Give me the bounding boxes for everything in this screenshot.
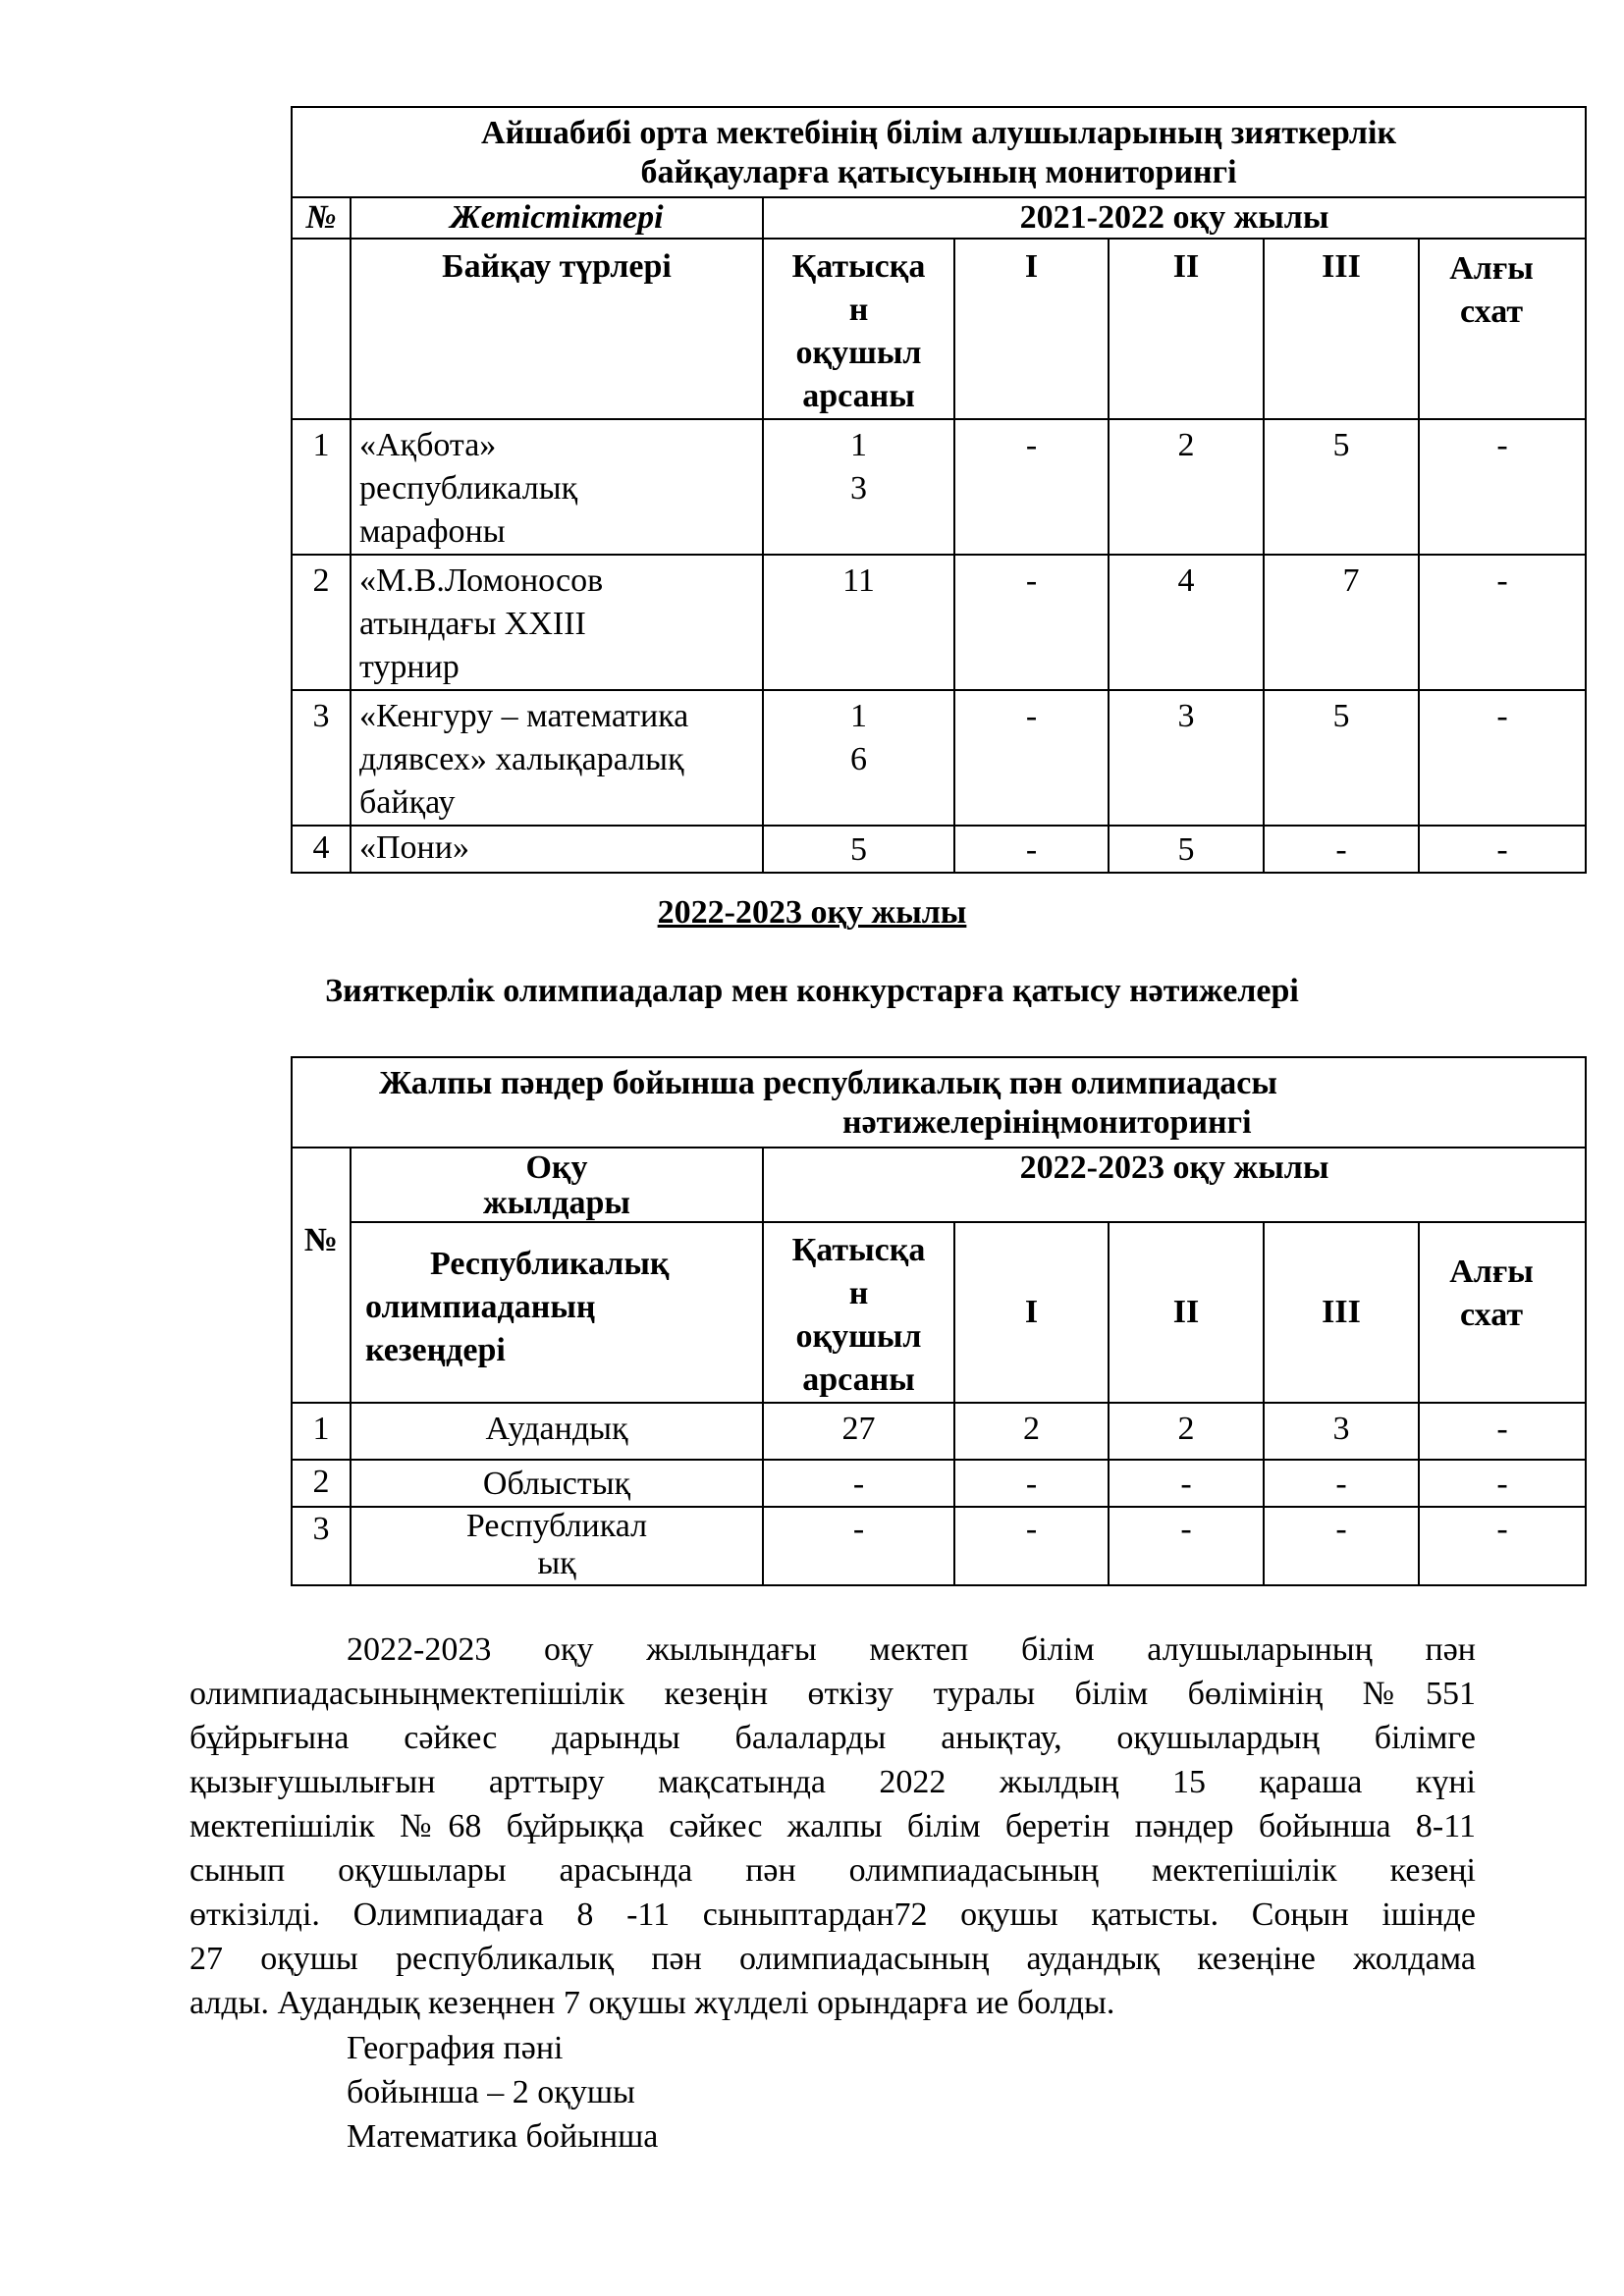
- row-place-1: -: [954, 555, 1109, 690]
- paragraph-line: бұйрығына сәйкес дарынды балаларды анықтау, оқушылардың білімге: [189, 1720, 1476, 1756]
- table-row: [292, 1460, 1586, 1507]
- row-num: 3: [292, 1507, 351, 1585]
- row-place-1: -: [954, 419, 1109, 555]
- row-place-1: -: [954, 1460, 1109, 1507]
- row-place-3: -: [1264, 1507, 1419, 1585]
- row-stage: Аудандық: [351, 1403, 763, 1460]
- row-commendation: -: [1419, 1507, 1586, 1585]
- row-place-1: 2: [954, 1403, 1109, 1460]
- table1-title-line2: байқауларға қатысуының мониторингі: [640, 154, 1237, 190]
- row-participants: 1 3: [763, 419, 954, 555]
- header-num: №: [292, 197, 351, 239]
- row-commendation: -: [1419, 826, 1586, 873]
- table-intellectual-contests-2021: [291, 106, 1587, 874]
- table-row: [292, 690, 1586, 826]
- table-row: [292, 826, 1586, 873]
- subheader-participants: Қатысқа н оқушыл арсаны: [763, 239, 954, 419]
- subheader-place-2: ІІ: [1109, 239, 1264, 419]
- row-place-1: -: [954, 1507, 1109, 1585]
- row-participants: -: [763, 1460, 954, 1507]
- paragraph-line: сынып оқушылары арасында пән олимпиадасының мектепішілік кезеңі: [189, 1852, 1476, 1889]
- row-num: 2: [292, 555, 351, 690]
- row-participants: 1 6: [763, 690, 954, 826]
- row-place-3: 5: [1264, 690, 1419, 826]
- table1-title-line1: Айшабибі орта мектебінің білім алушыларының зияткерлік: [481, 115, 1397, 151]
- row-commendation: -: [1419, 1403, 1586, 1460]
- row-stage: Облыстық: [351, 1460, 763, 1507]
- row-stage: Республикал ық: [351, 1507, 763, 1585]
- table1-title: [292, 107, 1586, 197]
- row-commendation: -: [1419, 690, 1586, 826]
- subheader-place-2: ІІ: [1109, 1222, 1264, 1403]
- subheader-place-3: ІІІ: [1264, 1222, 1419, 1403]
- row-place-2: 4: [1109, 555, 1264, 690]
- row-place-1: -: [954, 826, 1109, 873]
- subheader-participants: Қатысқа н оқушыл арсаны: [763, 1222, 954, 1403]
- row-participants: 27: [763, 1403, 954, 1460]
- subheader-olympiad-stages: Республикалық олимпиаданың кезеңдері: [351, 1222, 763, 1403]
- row-contest-name: «Ақбота» республикалық марафоны: [351, 419, 763, 555]
- paragraph-line: қызығушылығын арттыру мақсатында 2022 жылдың 15 қараша күні: [189, 1764, 1476, 1800]
- header-year: 2022-2023 оқу жылы: [763, 1148, 1586, 1222]
- table-row: [292, 1403, 1586, 1460]
- row-contest-name: «М.В.Ломоносов атындағы ХХІІІ турнир: [351, 555, 763, 690]
- paragraph-line: өткізілді. Олимпиадаға 8 -11 сыныптардан72 оқушы қатысты. Соңын ішінде: [189, 1896, 1476, 1933]
- row-place-2: 2: [1109, 419, 1264, 555]
- row-place-2: 3: [1109, 690, 1264, 826]
- list-item: Математика бойынша: [347, 2118, 659, 2155]
- table2-title: [292, 1057, 1586, 1148]
- header-study-years: Оқу жылдары: [351, 1148, 763, 1222]
- row-commendation: -: [1419, 1460, 1586, 1507]
- row-contest-name: «Кенгуру – математика длявсех» халықаралық байқау: [351, 690, 763, 826]
- subheader-place-3: ІІІ: [1264, 239, 1419, 419]
- row-place-3: -: [1264, 826, 1419, 873]
- row-num: 1: [292, 419, 351, 555]
- subheader-place-1: І: [954, 239, 1109, 419]
- list-item: География пәні: [347, 2030, 564, 2066]
- table-row: [292, 419, 1586, 555]
- row-place-3: 7: [1264, 555, 1419, 690]
- results-list: [347, 2026, 658, 2159]
- subheader-commendation: Алғы схат: [1419, 239, 1586, 419]
- row-place-1: -: [954, 690, 1109, 826]
- subheader-empty: [292, 239, 351, 419]
- row-place-3: -: [1264, 1460, 1419, 1507]
- body-paragraph: [189, 1628, 1476, 2025]
- row-num: 1: [292, 1403, 351, 1460]
- row-commendation: -: [1419, 419, 1586, 555]
- subheader-commendation: Алғы схат: [1419, 1222, 1586, 1403]
- row-num: 4: [292, 826, 351, 873]
- table2-title-line2: нәтижелерініңмониторингі: [842, 1104, 1252, 1141]
- paragraph-line: мектепішілік №68 бұйрыққа сәйкес жалпы білім беретін пәндер бойынша 8-11: [189, 1808, 1476, 1844]
- row-place-3: 3: [1264, 1403, 1419, 1460]
- table-row: [292, 1507, 1586, 1585]
- row-num: 2: [292, 1460, 351, 1507]
- row-place-2: -: [1109, 1460, 1264, 1507]
- row-participants: 5: [763, 826, 954, 873]
- year-heading: 2022-2023 оқу жылы: [657, 894, 967, 931]
- row-contest-name: «Пони»: [351, 826, 763, 873]
- row-place-3: 5: [1264, 419, 1419, 555]
- paragraph-line: олимпиадасыныңмектепішілік кезеңін өткізу туралы білім бөлімінің №551: [189, 1676, 1476, 1712]
- row-place-2: -: [1109, 1507, 1264, 1585]
- table2-title-line1: Жалпы пәндер бойынша республикалық пән олимпиадасы: [379, 1065, 1277, 1101]
- subheader-place-1: І: [954, 1222, 1109, 1403]
- row-place-2: 2: [1109, 1403, 1264, 1460]
- paragraph-last-line: алды. Аудандық кезеңнен 7 оқушы жүлделі орындарға ие болды.: [189, 1985, 1115, 2021]
- header-achievements: Жетістіктері: [351, 197, 763, 239]
- section-heading: Зияткерлік олимпиадалар мен конкурстарға қатысу нәтижелері: [325, 973, 1299, 1009]
- table-republican-olympiad-2022: [291, 1056, 1587, 1586]
- list-item: бойынша – 2 оқушы: [347, 2074, 635, 2110]
- row-participants: 11: [763, 555, 954, 690]
- row-participants: -: [763, 1507, 954, 1585]
- header-year: 2021-2022 оқу жылы: [763, 197, 1586, 239]
- row-place-2: 5: [1109, 826, 1264, 873]
- paragraph-line: 27 оқушы республикалық пән олимпиадасының аудандық кезеңіне жолдама: [189, 1941, 1476, 1977]
- table-row: [292, 555, 1586, 690]
- subheader-contest-types: Байқау түрлері: [351, 239, 763, 419]
- header-num: №: [292, 1148, 351, 1403]
- paragraph-line: 2022-2023 оқу жылындағы мектеп білім алушыларының пән: [347, 1631, 1476, 1668]
- row-num: 3: [292, 690, 351, 826]
- row-commendation: -: [1419, 555, 1586, 690]
